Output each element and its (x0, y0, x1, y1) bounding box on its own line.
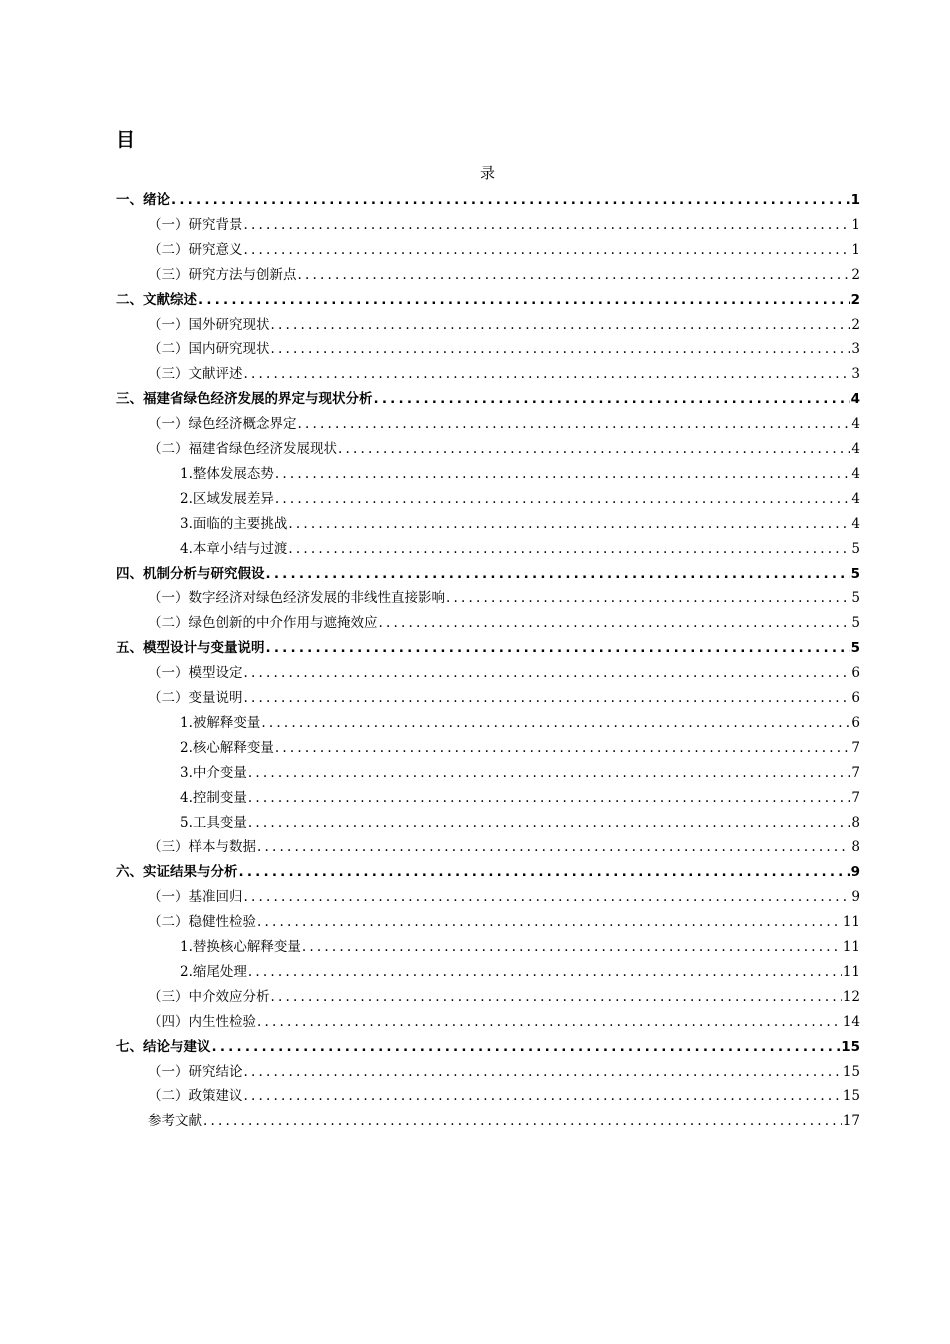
toc-entry[interactable] (148, 437, 860, 462)
toc-entry-page-number: 6 (851, 714, 860, 731)
toc-leader-dots (288, 512, 850, 537)
toc-entry-page-number: 7 (851, 739, 860, 756)
toc-entry[interactable] (148, 238, 860, 263)
toc-leader-dots (271, 337, 851, 362)
toc-entry-page-number: 11 (842, 963, 860, 980)
toc-entry-page-number: 12 (842, 988, 860, 1005)
toc-entry-page-number: 2 (851, 316, 860, 333)
toc-entry-label: （一）绿色经济概念界定 (148, 416, 297, 433)
toc-entry[interactable] (148, 985, 860, 1010)
toc-entry-label: 1.被解释变量 (180, 714, 261, 731)
toc-entry[interactable] (116, 188, 860, 213)
toc-entry-label: （二）变量说明 (148, 690, 243, 706)
toc-leader-dots (239, 860, 850, 885)
toc-leader-dots (244, 213, 851, 238)
toc-leader-dots (257, 910, 842, 935)
toc-entry-page-number: 17 (842, 1113, 860, 1130)
toc-entry-label: 4.本章小结与过渡 (180, 540, 288, 557)
toc-entry-page-number: 8 (851, 839, 860, 856)
toc-heading-part2: 录 (479, 164, 495, 182)
toc-entry-label: 2.区域发展差异 (180, 490, 274, 507)
toc-leader-dots (244, 238, 851, 263)
toc-leader-dots (248, 811, 851, 836)
toc-leader-dots (275, 736, 851, 761)
toc-entry-page-number: 5 (851, 540, 860, 557)
toc-leader-dots (248, 761, 851, 786)
toc-entry[interactable] (148, 661, 860, 686)
toc-entry-label: （二）福建省绿色经济发展现状 (148, 441, 337, 457)
toc-leader-dots (244, 686, 851, 711)
toc-entry[interactable] (148, 337, 860, 362)
toc-entry[interactable] (116, 387, 860, 412)
toc-entry-page-number: 3 (851, 341, 860, 358)
toc-entry-label: （三）中介效应分析 (148, 988, 270, 1005)
toc-leader-dots (244, 885, 851, 910)
toc-entry-label: 2.核心解释变量 (180, 739, 274, 756)
toc-entry[interactable] (148, 362, 860, 387)
toc-leader-dots (298, 412, 851, 437)
toc-leader-dots (266, 562, 850, 587)
toc-leader-dots (257, 1010, 842, 1035)
toc-entry-label: （一）数字经济对绿色经济发展的非线性直接影响 (148, 590, 445, 607)
toc-entry[interactable] (180, 935, 860, 960)
toc-entry-label: 参考文献 (148, 1113, 202, 1130)
toc-entry[interactable] (148, 586, 860, 611)
toc-entry-label: （四）内生性检验 (148, 1013, 256, 1030)
toc-entry-page-number: 9 (850, 864, 860, 881)
toc-entry-label: （一）基准回归 (148, 889, 243, 906)
toc-entry-page-number: 7 (851, 789, 860, 806)
toc-entry[interactable] (148, 835, 860, 860)
toc-entry[interactable] (180, 811, 860, 836)
toc-leader-dots (298, 263, 851, 288)
toc-entry[interactable] (116, 562, 860, 587)
toc-entry-page-number: 4 (851, 490, 860, 507)
toc-entry-page-number: 3 (851, 366, 860, 383)
toc-entry-page-number: 1 (851, 241, 860, 258)
toc-entry-page-number: 7 (851, 764, 860, 781)
toc-leader-dots (374, 387, 850, 412)
toc-entry-page-number: 14 (842, 1013, 860, 1030)
toc-entry-label: 4.控制变量 (180, 789, 247, 806)
toc-entry[interactable] (180, 786, 860, 811)
toc-entry[interactable] (116, 1035, 860, 1060)
toc-leader-dots (271, 985, 842, 1010)
toc-entry-label: （二）绿色创新的中介作用与遮掩效应 (148, 615, 378, 632)
toc-entry-page-number: 5 (850, 640, 860, 657)
toc-leader-dots (244, 1084, 842, 1109)
toc-entry-page-number: 11 (842, 914, 860, 931)
toc-entry-page-number: 4 (851, 465, 860, 482)
toc-entry[interactable] (148, 1084, 860, 1109)
toc-entry-label: 2.缩尾处理 (180, 963, 247, 980)
toc-entry-label: 5.工具变量 (180, 814, 247, 831)
toc-entry-label: （三）文献评述 (148, 366, 243, 383)
toc-leader-dots (261, 711, 850, 736)
toc-entry[interactable] (180, 512, 860, 537)
toc-entry-page-number: 4 (851, 441, 860, 457)
toc-entry-label: （二）稳健性检验 (148, 914, 256, 931)
toc-entry[interactable] (180, 487, 860, 512)
toc-entry[interactable] (148, 686, 860, 711)
toc-entry[interactable] (180, 711, 860, 736)
toc-entry-label: （一）国外研究现状 (148, 316, 270, 333)
toc-entry[interactable] (148, 910, 860, 935)
toc-entry-label: （二）国内研究现状 (148, 341, 270, 358)
toc-entry[interactable] (180, 761, 860, 786)
toc-entry[interactable] (180, 960, 860, 985)
toc-leader-dots (248, 960, 842, 985)
toc-entry[interactable] (116, 288, 860, 313)
toc-entry[interactable] (180, 537, 860, 562)
toc-leader-dots (288, 537, 850, 562)
toc-leader-dots (302, 935, 842, 960)
toc-entry-page-number: 2 (851, 266, 860, 283)
toc-entry-label: 1.替换核心解释变量 (180, 939, 301, 955)
toc-leader-dots (248, 786, 851, 811)
toc-entry-label: （一）研究结论 (148, 1063, 243, 1080)
toc-entry-page-number: 5 (850, 565, 860, 582)
toc-entry[interactable] (148, 263, 860, 288)
toc-entry-label: 六、实证结果与分析 (116, 864, 238, 881)
toc-entry[interactable] (148, 313, 860, 338)
toc-entry-label: 二、文献综述 (116, 291, 197, 308)
toc-entry-label: 一、绪论 (116, 192, 170, 208)
toc-entry-label: （二）政策建议 (148, 1088, 243, 1105)
toc-leader-dots (338, 437, 850, 462)
toc-entry-label: 3.中介变量 (180, 764, 247, 781)
toc-entry-label: 四、机制分析与研究假设 (116, 565, 265, 582)
toc-entry-page-number: 4 (851, 416, 860, 433)
toc-leader-dots (275, 462, 851, 487)
toc-leader-dots (244, 1060, 842, 1085)
toc-heading-part1: 目 (116, 129, 136, 151)
toc-entry[interactable] (180, 736, 860, 761)
toc-entry-label: （三）研究方法与创新点 (148, 266, 297, 283)
toc-entry[interactable] (148, 213, 860, 238)
toc-leader-dots (275, 487, 851, 512)
toc-entry[interactable] (148, 611, 860, 636)
toc-entry-page-number: 11 (842, 939, 860, 955)
toc-entry-label: 七、结论与建议 (116, 1038, 211, 1055)
toc-entry-page-number: 9 (851, 889, 860, 906)
toc-entry[interactable] (148, 1060, 860, 1085)
toc-entry-label: 1.整体发展态势 (180, 465, 274, 482)
toc-entry[interactable] (148, 1010, 860, 1035)
toc-entry-page-number: 8 (851, 814, 860, 831)
toc-entry-label: 3.面临的主要挑战 (180, 515, 288, 532)
toc-entry-page-number: 6 (851, 665, 860, 682)
toc-entry-page-number: 4 (850, 391, 860, 408)
toc-entry[interactable] (148, 412, 860, 437)
toc-entry-label: （一）模型设定 (148, 665, 243, 682)
toc-entry[interactable] (148, 885, 860, 910)
toc-entry-page-number: 1 (850, 192, 860, 208)
toc-entry-label: （二）研究意义 (148, 241, 243, 258)
toc-leader-dots (244, 661, 851, 686)
toc-entry-page-number: 6 (851, 690, 860, 706)
toc-entry[interactable] (116, 636, 860, 661)
toc-leader-dots (257, 835, 850, 860)
toc-entry-page-number: 2 (850, 291, 860, 308)
toc-leader-dots (198, 288, 850, 313)
toc-leader-dots (271, 313, 851, 338)
toc-entry[interactable] (116, 860, 860, 885)
toc-entry-page-number: 1 (851, 216, 860, 233)
toc-leader-dots (212, 1035, 841, 1060)
toc-entry-label: （一）研究背景 (148, 216, 243, 233)
toc-entry-page-number: 15 (841, 1038, 860, 1055)
toc-entry-page-number: 5 (851, 590, 860, 607)
toc-entry-label: 三、福建省绿色经济发展的界定与现状分析 (116, 391, 373, 408)
toc-entry-page-number: 4 (851, 515, 860, 532)
toc-leader-dots (379, 611, 851, 636)
toc-entry-page-number: 5 (851, 615, 860, 632)
toc-entry[interactable] (180, 462, 860, 487)
toc-entry[interactable] (148, 1109, 860, 1134)
toc-leader-dots (203, 1109, 842, 1134)
toc-entry-page-number: 15 (842, 1063, 860, 1080)
toc-entry-page-number: 15 (842, 1088, 860, 1105)
toc-leader-dots (171, 188, 850, 213)
toc-entry-label: 五、模型设计与变量说明 (116, 640, 265, 657)
toc-leader-dots (446, 586, 850, 611)
toc-leader-dots (244, 362, 851, 387)
toc-leader-dots (266, 636, 850, 661)
toc-entry-label: （三）样本与数据 (148, 839, 256, 856)
